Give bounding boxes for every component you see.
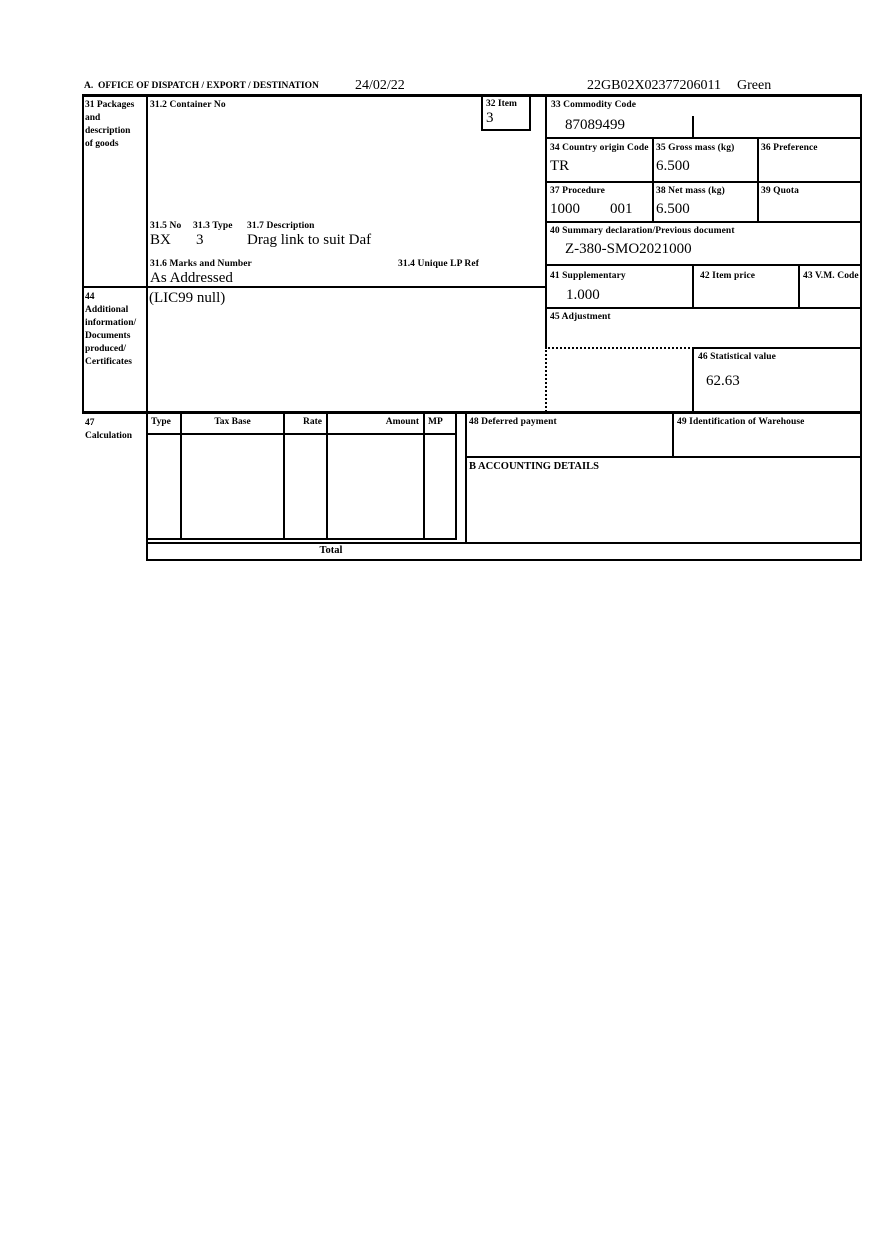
line [82,286,547,288]
calc-table-header-tax-base: Tax Base [214,417,251,427]
line [860,97,862,561]
declaration-date: 24/02/22 [355,78,405,93]
box-31-label-line: 31 Packages [85,100,135,110]
box-31-4-unique-lp-ref-label: 31.4 Unique LP Ref [398,259,479,269]
line [180,411,182,540]
box-40-summary-declaration-value: Z-380-SMO2021000 [565,241,692,257]
line [465,411,467,544]
calc-table-header-mp: MP [428,417,443,427]
box-49-warehouse-label: 49 Identification of Warehouse [677,417,805,427]
movement-reference-number: 22GB02X02377206011 [587,78,722,93]
line [465,456,862,458]
box-31-6-marks-value: As Addressed [150,270,233,286]
dotted-line [545,347,547,412]
box-44-label-line: produced/ [85,344,127,354]
box-44-label-line: 44 [85,292,95,302]
line [283,411,285,540]
box-39-quota-label: 39 Quota [761,186,800,196]
box-b-accounting-details-label: B ACCOUNTING DETAILS [469,461,599,472]
line [692,116,694,139]
box-37-procedure-value-additional: 001 [610,201,633,217]
calc-table-header-rate: Rate [303,417,322,427]
box-31-label-line: and [85,113,101,123]
calc-table-total-label: Total [319,545,343,556]
box-42-item-price-label: 42 Item price [700,271,756,281]
line [146,433,457,435]
line [146,538,457,540]
calc-table-header-amount: Amount [385,417,419,427]
line [692,264,694,309]
box-32-item [481,97,531,131]
box-31-7-description-value: Drag link to suit Daf [247,232,372,248]
line [545,181,862,183]
line [545,307,862,309]
box-37-procedure-value-main: 1000 [550,201,580,217]
line [692,347,694,413]
box-44-label-line: Certificates [85,357,132,367]
line [82,97,84,412]
box-47-label-line: 47 [85,418,95,428]
box-38-net-mass-value: 6.500 [656,201,690,217]
line [146,559,862,561]
box-48-deferred-payment-label: 48 Deferred payment [469,417,557,427]
line [146,542,862,544]
box-31-7-description-label: 31.7 Description [247,221,315,231]
box-33-commodity-code-value: 87089499 [565,117,625,133]
box-31-6-marks-label: 31.6 Marks and Number [150,259,252,269]
box-40-summary-declaration-label: 40 Summary declaration/Previous document [550,226,735,236]
box-32-item-value: 3 [486,110,494,126]
line [82,411,862,414]
box-47-calculation-label [85,417,132,443]
box-44-additional-info-label [85,291,136,369]
box-34-country-origin-value: TR [550,158,570,174]
line [455,411,457,540]
box-32-item-label: 32 Item [486,99,517,109]
line [545,264,862,266]
box-31-5-no-value: BX [150,232,171,248]
box-37-procedure-label: 37 Procedure [550,186,605,196]
box-43-vm-code-label: 43 V.M. Code [803,271,859,281]
box-47-label-line: Calculation [85,431,132,441]
line [757,137,759,223]
calc-table-header-type: Type [151,417,171,427]
box-44-label-line: Additional [85,305,129,315]
box-44-additional-info-value: (LIC99 null) [149,290,226,306]
box-31-3-type-label: 31.3 Type [193,221,233,231]
line [798,264,800,309]
line [146,97,148,561]
line [545,97,547,349]
line [326,411,328,540]
line [545,221,862,223]
box-31-packages-label [85,99,134,151]
box-33-commodity-code-label: 33 Commodity Code [551,100,637,110]
box-31-5-no-label: 31.5 No [150,221,182,231]
box-31-label-line: of goods [85,139,119,149]
box-31-2-container-no-label: 31.2 Container No [150,100,226,110]
line [672,411,674,458]
box-36-preference-label: 36 Preference [761,143,818,153]
box-38-net-mass-label: 38 Net mass (kg) [656,186,725,196]
routing-status: Green [737,78,772,93]
office-of-dispatch-label: A. OFFICE OF DISPATCH / EXPORT / DESTINATION [84,81,319,91]
box-31-3-type-value: 3 [196,232,204,248]
box-41-supplementary-label: 41 Supplementary [550,271,626,281]
line [652,137,654,223]
line [423,411,425,540]
dotted-line [545,347,694,349]
box-46-statistical-value-label: 46 Statistical value [698,352,776,362]
line [692,347,862,349]
box-44-label-line: Documents [85,331,131,341]
box-35-gross-mass-value: 6.500 [656,158,690,174]
box-31-label-line: description [85,126,131,136]
box-41-supplementary-value: 1.000 [566,287,600,303]
box-44-label-line: information/ [85,318,137,328]
box-35-gross-mass-label: 35 Gross mass (kg) [656,143,735,153]
box-34-country-origin-label: 34 Country origin Code [550,143,649,153]
line [82,94,862,97]
box-45-adjustment-label: 45 Adjustment [550,312,611,322]
box-46-statistical-value-value: 62.63 [706,373,740,389]
line [545,137,862,139]
